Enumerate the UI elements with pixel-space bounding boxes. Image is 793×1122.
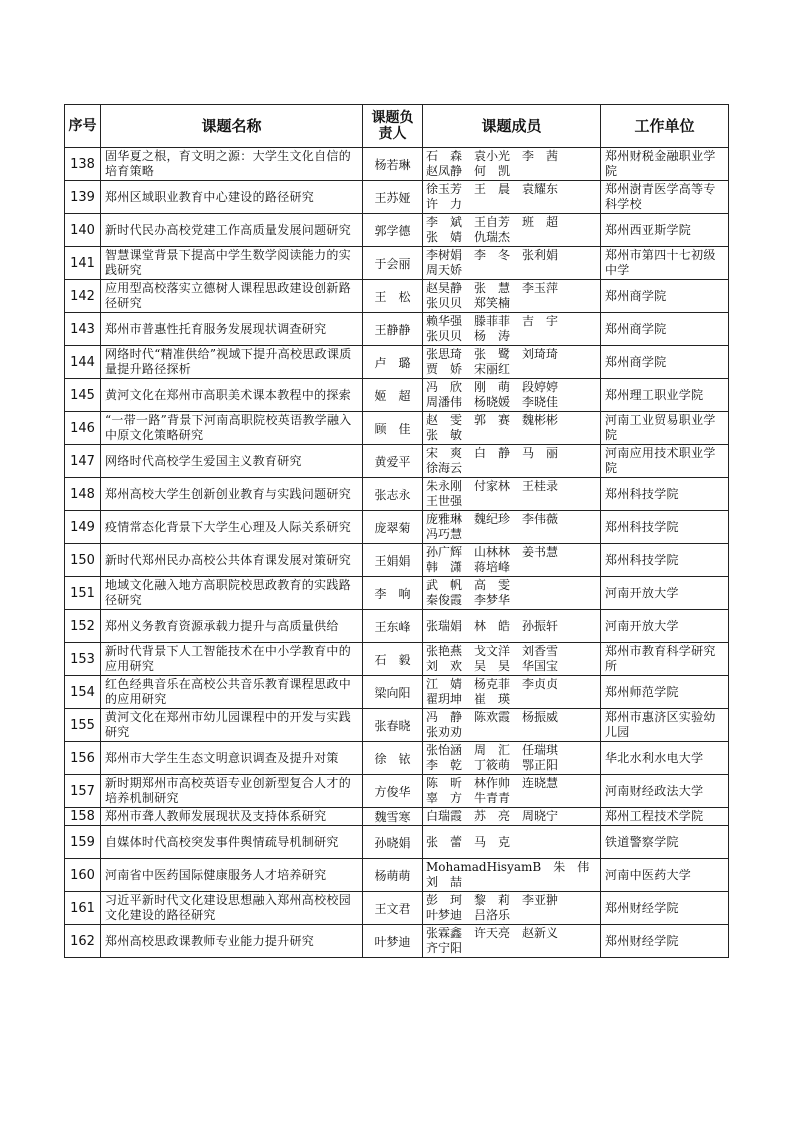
member-line: 李 乾 丁筱萌 鄂正阳 — [426, 758, 559, 772]
topic-title: 新时代郑州民办高校公共体育课发展对策研究 — [101, 544, 363, 577]
research-topics-table — [64, 104, 729, 958]
member-line: 张劝劝 — [426, 725, 463, 739]
row-number: 139 — [65, 181, 101, 214]
topic-members — [423, 610, 601, 643]
member-line: 辜 方 牛青青 — [426, 791, 511, 805]
member-line: 刘 喆 — [426, 875, 463, 889]
topic-members — [423, 247, 601, 280]
topic-lead: 石 毅 — [363, 643, 423, 676]
work-unit: 郑州财经学院 — [601, 892, 729, 925]
member-line: 秦俊霞 李梦华 — [426, 593, 511, 607]
work-unit: 郑州澍青医学高等专科学校 — [601, 181, 729, 214]
topic-members — [423, 346, 601, 379]
member-line: 陈 昕 林作帅 连晓慧 — [426, 776, 559, 790]
topic-title: 郑州区域职业教育中心建设的路径研究 — [101, 181, 363, 214]
table-row — [65, 892, 729, 925]
topic-lead: 张志永 — [363, 478, 423, 511]
row-number: 152 — [65, 610, 101, 643]
topic-members — [423, 826, 601, 859]
member-line: 宋 爽 白 静 马 丽 — [426, 446, 559, 460]
member-line: 白瑞霞 苏 亮 周晓宁 — [426, 809, 559, 823]
member-line: 张艳燕 戈文洋 刘香雪 — [426, 644, 559, 658]
row-number: 160 — [65, 859, 101, 892]
work-unit: 河南财经政法大学 — [601, 775, 729, 808]
topic-lead: 庞翠菊 — [363, 511, 423, 544]
work-unit: 郑州商学院 — [601, 346, 729, 379]
topic-title: 习近平新时代文化建设思想融入郑州高校校园文化建设的路径研究 — [101, 892, 363, 925]
topic-lead: 徐 铱 — [363, 742, 423, 775]
member-line: 赖华强 滕菲菲 吉 宇 — [426, 314, 559, 328]
topic-members — [423, 148, 601, 181]
topic-lead: 王东峰 — [363, 610, 423, 643]
row-number: 156 — [65, 742, 101, 775]
topic-members — [423, 676, 601, 709]
header-index: 序号 — [65, 105, 101, 148]
work-unit: 河南开放大学 — [601, 577, 729, 610]
member-line: 李 斌 王自芳 班 超 — [426, 215, 559, 229]
header-title: 课题名称 — [101, 105, 363, 148]
member-line: 彭 珂 黎 莉 李亚翀 — [426, 893, 559, 907]
topic-members — [423, 808, 601, 826]
row-number: 146 — [65, 412, 101, 445]
topic-title: 郑州高校思政课教师专业能力提升研究 — [101, 925, 363, 958]
work-unit: 河南工业贸易职业学院 — [601, 412, 729, 445]
topic-lead: 杨若琳 — [363, 148, 423, 181]
table-body — [65, 148, 729, 958]
work-unit: 华北水利水电大学 — [601, 742, 729, 775]
member-line: MohamadHisyamB 朱 伟 — [426, 860, 590, 874]
work-unit: 郑州市惠济区实验幼儿园 — [601, 709, 729, 742]
table-row — [65, 859, 729, 892]
member-line: 朱永刚 付家林 王桂录 — [426, 479, 559, 493]
member-line: 孙广辉 山林林 姜书慧 — [426, 545, 559, 559]
topic-title: 疫情常态化背景下大学生心理及人际关系研究 — [101, 511, 363, 544]
row-number: 141 — [65, 247, 101, 280]
topic-members — [423, 859, 601, 892]
topic-title: 智慧课堂背景下提高中学生数学阅读能力的实践研究 — [101, 247, 363, 280]
topic-title: 自媒体时代高校突发事件舆情疏导机制研究 — [101, 826, 363, 859]
row-number: 161 — [65, 892, 101, 925]
topic-lead: 张春晓 — [363, 709, 423, 742]
topic-title: 河南省中医药国际健康服务人才培养研究 — [101, 859, 363, 892]
topic-title: 红色经典音乐在高校公共音乐教育课程思政中的应用研究 — [101, 676, 363, 709]
topic-lead: 黄爱平 — [363, 445, 423, 478]
row-number: 158 — [65, 808, 101, 826]
work-unit: 郑州商学院 — [601, 280, 729, 313]
work-unit: 郑州西亚斯学院 — [601, 214, 729, 247]
member-line: 武 帆 高 雯 — [426, 578, 511, 592]
work-unit: 郑州理工职业学院 — [601, 379, 729, 412]
member-line: 张思琦 张 鹭 刘琦琦 — [426, 347, 559, 361]
member-line: 贾 娇 宋丽红 — [426, 362, 511, 376]
row-number: 145 — [65, 379, 101, 412]
table-row — [65, 742, 729, 775]
row-number: 144 — [65, 346, 101, 379]
topic-members — [423, 511, 601, 544]
row-number: 155 — [65, 709, 101, 742]
topic-title: 应用型高校落实立德树人课程思政建设创新路径研究 — [101, 280, 363, 313]
member-line: 张贝贝 郑笑楠 — [426, 296, 511, 310]
member-line: 王世强 — [426, 494, 463, 508]
work-unit: 河南开放大学 — [601, 610, 729, 643]
topic-members — [423, 892, 601, 925]
table-header-row — [65, 105, 729, 148]
table-row — [65, 610, 729, 643]
member-line: 许 力 — [426, 197, 463, 211]
row-number: 150 — [65, 544, 101, 577]
member-line: 张 婧 仇瑞杰 — [426, 230, 511, 244]
topic-members — [423, 925, 601, 958]
topic-title: 郑州义务教育资源承载力提升与高质量供给 — [101, 610, 363, 643]
member-line: 赵昊静 张 慧 李玉萍 — [426, 281, 559, 295]
topic-members — [423, 313, 601, 346]
table-row — [65, 313, 729, 346]
row-number: 149 — [65, 511, 101, 544]
member-line: 周潘伟 杨晓媛 李晓佳 — [426, 395, 559, 409]
topic-title: 新时期郑州市高校英语专业创新型复合人才的培养机制研究 — [101, 775, 363, 808]
row-number: 138 — [65, 148, 101, 181]
row-number: 162 — [65, 925, 101, 958]
table-row — [65, 676, 729, 709]
member-line: 冯 静 陈欢霞 杨振威 — [426, 710, 559, 724]
work-unit: 郑州科技学院 — [601, 511, 729, 544]
topic-lead: 郭学德 — [363, 214, 423, 247]
member-line: 李树娟 李 冬 张利娟 — [426, 248, 559, 262]
topic-lead: 魏雪寒 — [363, 808, 423, 826]
topic-members — [423, 709, 601, 742]
topic-title: 黄河文化在郑州市幼儿园课程中的开发与实践研究 — [101, 709, 363, 742]
table-row — [65, 826, 729, 859]
member-line: 刘 欢 吴 昊 华国宝 — [426, 659, 559, 673]
header-lead: 课题负责人 — [363, 105, 423, 148]
topic-members — [423, 544, 601, 577]
table-row — [65, 379, 729, 412]
row-number: 142 — [65, 280, 101, 313]
table-row — [65, 445, 729, 478]
member-line: 冯巧慧 — [426, 527, 463, 541]
work-unit: 郑州市第四十七初级中学 — [601, 247, 729, 280]
topic-lead: 王娟娟 — [363, 544, 423, 577]
row-number: 147 — [65, 445, 101, 478]
table-row — [65, 148, 729, 181]
work-unit: 铁道警察学院 — [601, 826, 729, 859]
topic-lead: 王文君 — [363, 892, 423, 925]
work-unit: 郑州财税金融职业学院 — [601, 148, 729, 181]
member-line: 徐玉芳 王 晨 袁耀东 — [426, 182, 559, 196]
table-row — [65, 280, 729, 313]
topic-members — [423, 775, 601, 808]
member-line: 冯 欣 刚 萌 段婷婷 — [426, 380, 559, 394]
topic-lead: 孙晓娟 — [363, 826, 423, 859]
row-number: 153 — [65, 643, 101, 676]
table-row — [65, 808, 729, 826]
topic-members — [423, 214, 601, 247]
topic-members — [423, 577, 601, 610]
table-row — [65, 247, 729, 280]
topic-lead: 顾 佳 — [363, 412, 423, 445]
topic-members — [423, 280, 601, 313]
topic-title: 固华夏之根，育文明之源：大学生文化自信的培育策略 — [101, 148, 363, 181]
topic-lead: 王 松 — [363, 280, 423, 313]
work-unit: 郑州商学院 — [601, 313, 729, 346]
table-row — [65, 478, 729, 511]
work-unit: 郑州师范学院 — [601, 676, 729, 709]
member-line: 周天娇 — [426, 263, 463, 277]
topic-lead: 王静静 — [363, 313, 423, 346]
member-line: 赵 雯 郭 赛 魏彬彬 — [426, 413, 559, 427]
topic-title: 新时代民办高校党建工作高质量发展问题研究 — [101, 214, 363, 247]
topic-title: 郑州市大学生生态文明意识调查及提升对策 — [101, 742, 363, 775]
topic-members — [423, 379, 601, 412]
member-line: 齐宁阳 — [426, 941, 463, 955]
header-unit: 工作单位 — [601, 105, 729, 148]
table-row — [65, 346, 729, 379]
work-unit: 郑州科技学院 — [601, 544, 729, 577]
topic-lead: 方俊华 — [363, 775, 423, 808]
member-line: 张瑞娟 林 皓 孙振轩 — [426, 618, 559, 633]
work-unit: 郑州财经学院 — [601, 925, 729, 958]
topic-title: 郑州高校大学生创新创业教育与实践问题研究 — [101, 478, 363, 511]
table-row — [65, 412, 729, 445]
topic-members — [423, 412, 601, 445]
table-row — [65, 214, 729, 247]
row-number: 143 — [65, 313, 101, 346]
topic-title: 黄河文化在郑州市高职美术课本教程中的探索 — [101, 379, 363, 412]
topic-lead: 于会丽 — [363, 247, 423, 280]
member-line: 石 森 袁小光 李 茜 — [426, 149, 559, 163]
topic-lead: 叶梦迪 — [363, 925, 423, 958]
topic-title: 地域文化融入地方高职院校思政教育的实践路径研究 — [101, 577, 363, 610]
topic-members — [423, 181, 601, 214]
topic-title: 网络时代高校学生爱国主义教育研究 — [101, 445, 363, 478]
member-line: 江 婧 杨克菲 李贞贞 — [426, 677, 559, 691]
topic-members — [423, 742, 601, 775]
row-number: 151 — [65, 577, 101, 610]
row-number: 140 — [65, 214, 101, 247]
topic-title: 新时代背景下人工智能技术在中小学教育中的应用研究 — [101, 643, 363, 676]
topic-lead: 杨萌萌 — [363, 859, 423, 892]
work-unit: 河南中医药大学 — [601, 859, 729, 892]
table-row — [65, 775, 729, 808]
table-row — [65, 511, 729, 544]
table-row — [65, 181, 729, 214]
row-number: 159 — [65, 826, 101, 859]
work-unit: 河南应用技术职业学院 — [601, 445, 729, 478]
topic-members — [423, 445, 601, 478]
table-row — [65, 643, 729, 676]
row-number: 157 — [65, 775, 101, 808]
member-line: 张霖鑫 许天亮 赵新义 — [426, 926, 559, 940]
work-unit: 郑州工程技术学院 — [601, 808, 729, 826]
table-row — [65, 577, 729, 610]
header-members: 课题成员 — [423, 105, 601, 148]
member-line: 韩 潇 蒋培峰 — [426, 560, 511, 574]
work-unit: 郑州市教育科学研究所 — [601, 643, 729, 676]
topic-lead: 梁向阳 — [363, 676, 423, 709]
member-line: 翟玥坤 崔 瑛 — [426, 692, 511, 706]
member-line: 庞雅琳 魏纪珍 李伟薇 — [426, 512, 559, 526]
member-line: 张 敏 — [426, 428, 463, 442]
member-line: 张 蕾 马 克 — [426, 834, 511, 849]
member-line: 叶梦迪 吕洛乐 — [426, 908, 511, 922]
topic-title: 郑州市普惠性托育服务发展现状调查研究 — [101, 313, 363, 346]
topic-members — [423, 478, 601, 511]
topic-title: 网络时代“精准供给”视域下提升高校思政课质量提升路径探析 — [101, 346, 363, 379]
member-line: 张怡涵 周 汇 任瑞琪 — [426, 743, 559, 757]
table-row — [65, 544, 729, 577]
member-line: 赵凤静 何 凯 — [426, 164, 511, 178]
row-number: 154 — [65, 676, 101, 709]
row-number: 148 — [65, 478, 101, 511]
member-line: 徐海云 — [426, 461, 463, 475]
topic-title: “一带一路”背景下河南高职院校英语教学融入中原文化策略研究 — [101, 412, 363, 445]
topic-lead: 李 响 — [363, 577, 423, 610]
topic-lead: 姬 超 — [363, 379, 423, 412]
table-row — [65, 709, 729, 742]
table-row — [65, 925, 729, 958]
work-unit: 郑州科技学院 — [601, 478, 729, 511]
topic-lead: 卢 璐 — [363, 346, 423, 379]
topic-lead: 王苏娅 — [363, 181, 423, 214]
topic-members — [423, 643, 601, 676]
member-line: 张贝贝 杨 涛 — [426, 329, 511, 343]
topic-title: 郑州市聋人教师发展现状及支持体系研究 — [101, 808, 363, 826]
